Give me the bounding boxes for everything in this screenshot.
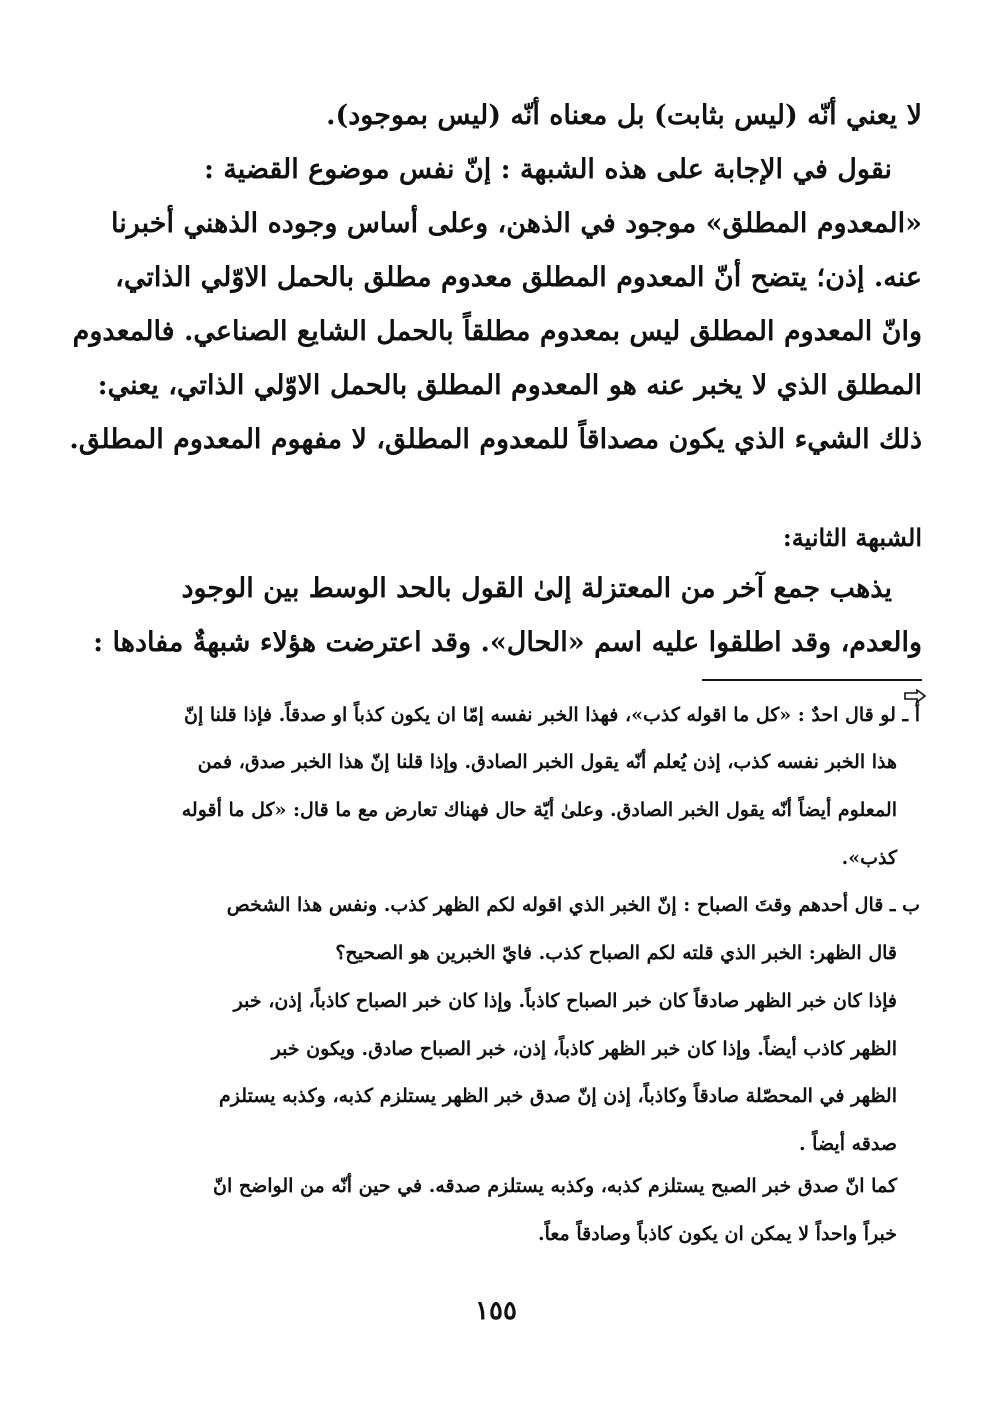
footnote-line-3: المعلوم أيضاً أنّه يقول الخبر الصادق. وعلىٰ أيّة حال فهناك تعارض مع ما قال: «كل ما أقوله <box>181 799 897 821</box>
footnote-line-2: هذا الخبر نفسه كذب، إذن يُعلم أنّه يقول الخبر الصادق. وإذا قلنا إنّ هذا الخبر صدق، فمن <box>197 751 897 773</box>
body-line-1: لا يعني أنّه (ليس بثابت) بل معناه أنّه (ليس بموجود). <box>326 100 922 131</box>
body-line-6: المطلق الذي لا يخبر عنه هو المعدوم المطلق بالحمل الاوّلي الذاتي، يعني: <box>97 370 922 401</box>
body-line-2: نقول في الإجابة على هذه الشبهة : إنّ نفس موضوع القضية : <box>203 154 892 185</box>
footnote-divider <box>702 679 922 681</box>
section-line-1: يذهب جمع آخر من المعتزلة إلىٰ القول بالحد الوسط بين الوجود <box>181 573 892 604</box>
body-line-3: «المعدوم المطلق» موجود في الذهن، وعلى أساس وجوده الذهني أخبرنا <box>111 208 922 239</box>
footnote-line-7: فإذا كان خبر الظهر صادقاً كان خبر الصباح كاذباً. وإذا كان خبر الصباح كاذباً، إذن، خبر <box>233 990 897 1012</box>
body-line-5: وانّ المعدوم المطلق ليس بمعدوم مطلقاً بالحمل الشايع الصناعي. فالمعدوم <box>72 316 922 347</box>
footnote-line-8: الظهر كاذب أيضاً. وإذا كان خبر الظهر كاذباً، إذن، خبر الصباح صادق. ويكون خبر <box>271 1038 897 1060</box>
body-line-7: ذلك الشيء الذي يكون مصداقاً للمعدوم المطلق، لا مفهوم المعدوم المطلق. <box>69 424 922 455</box>
footnote-line-4: كذب». <box>841 847 897 869</box>
footnote-line-6: قال الظهر: الخبر الذي قلته لكم الصباح كذب. فايّ الخبرين هو الصحيح؟ <box>335 942 897 964</box>
body-line-4: عنه. إذن؛ يتضح أنّ المعدوم المطلق معدوم مطلق بالحمل الاوّلي الذاتي، <box>115 262 922 293</box>
footnote-line-10: صدقه أيضاً . <box>798 1133 897 1155</box>
footnote-line-11: كما انّ صدق خبر الصبح يستلزم كذبه، وكذبه يستلزم صدقه. في حين أنّه من الواضح انّ <box>213 1175 897 1197</box>
footnote-line-1: أ ـ لو قال احدٌ : «كل ما اقوله كذب»، فهذا الخبر نفسه إمّا ان يكون كذباً او صدقاً. فإذا قلنا إنّ <box>184 704 920 726</box>
footnote-line-12: خبراً واحداً لا يمكن ان يكون كاذباً وصادقاً معاً. <box>537 1223 897 1245</box>
footnote-line-5: ب ـ قال أحدهم وقتَ الصباح : إنّ الخبر الذي اقوله لكم الظهر كذب. ونفس هذا الشخص <box>226 894 920 916</box>
section-line-2: والعدم، وقد اطلقوا عليه اسم «الحال». وقد اعترضت هؤلاء شبهةٌ مفادها : <box>93 627 922 658</box>
footnote-line-9: الظهر في المحصّلة صادقاً وكاذباً، إذن إنّ صدق خبر الظهر يستلزم كذبه، وكذبه يستلزم <box>219 1085 897 1107</box>
page-number: ١٥٥ <box>475 1296 517 1326</box>
section-heading: الشبهة الثانية: <box>782 523 922 552</box>
